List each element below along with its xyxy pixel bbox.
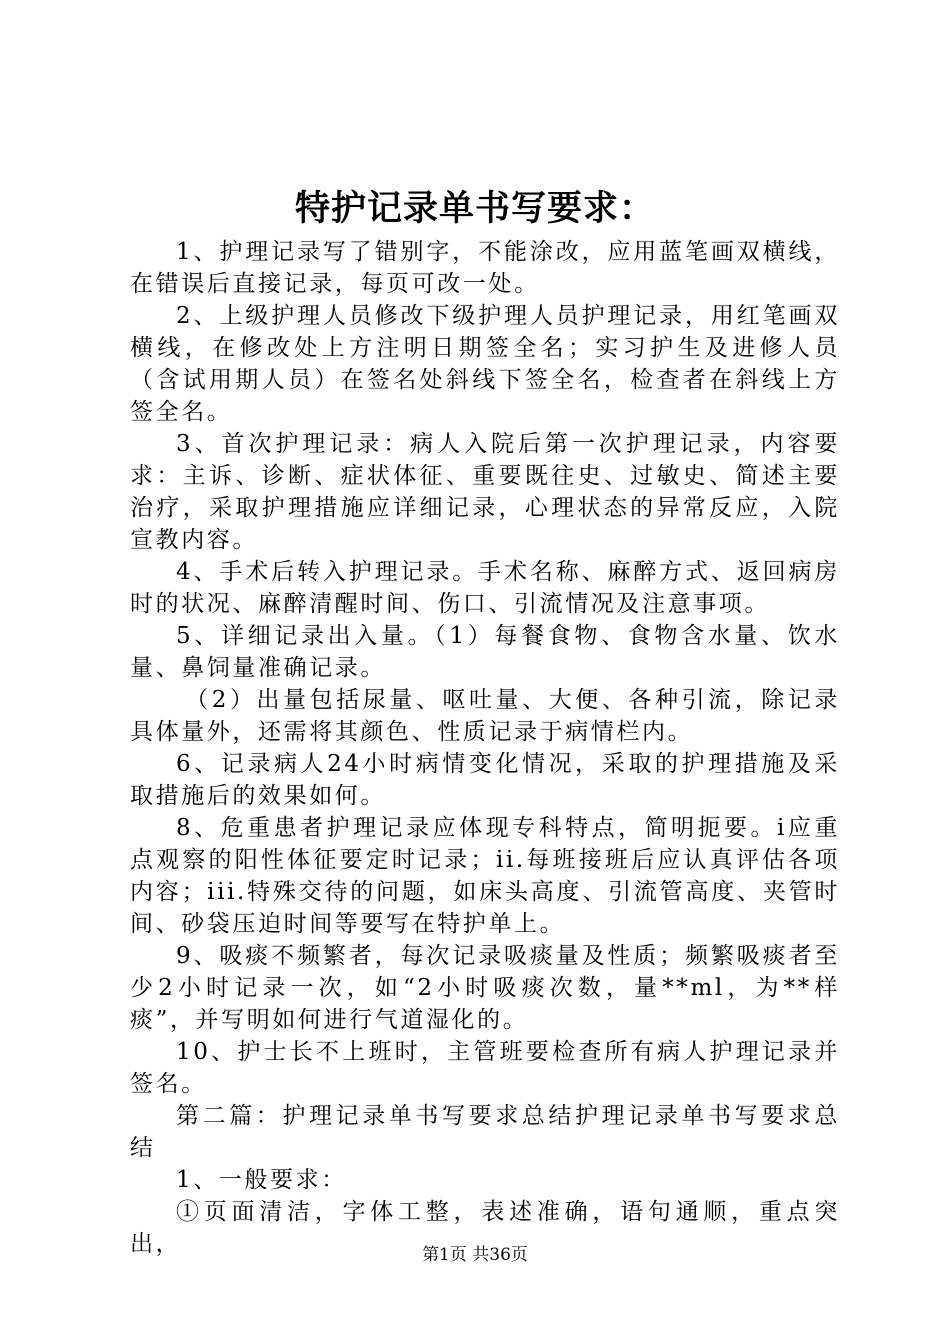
paragraph-6: 6、记录病人24小时病情变化情况，采取的护理措施及采取措施后的效果如何。 [130,751,840,809]
paragraph-2: 2、上级护理人员修改下级护理人员护理记录，用红笔画双横线，在修改处上方注明日期签全名；实习护生及进修人员（含试用期人员）在签名处斜线下签全名，检查者在斜线上方签全名。 [130,303,840,425]
paragraph-3: 3、首次护理记录：病人入院后第一次护理记录，内容要求：主诉、诊断、症状体征、重要既往史、过敏史、简述主要治疗，采取护理措施应详细记录，心理状态的异常反应，入院宣教内容。 [130,431,840,553]
paragraph-5-sub: （2）出量包括尿量、呕吐量、大便、各种引流，除记录具体量外，还需将其颜色、性质记录于病情栏内。 [130,687,840,745]
paragraph-9: 9、吸痰不频繁者，每次记录吸痰量及性质；频繁吸痰者至少2小时记录一次，如“2小时吸痰次数，量**ml，为**样痰”，并写明如何进行气道湿化的。 [130,943,840,1033]
paragraph-5: 5、详细记录出入量。（1）每餐食物、食物含水量、饮水量、鼻饲量准确记录。 [130,623,840,681]
paragraph-4: 4、手术后转入护理记录。手术名称、麻醉方式、返回病房时的状况、麻醉清醒时间、伤口、引流情况及注意事项。 [130,559,840,617]
paragraph-requirement-1: ①页面清洁，字体工整，表述准确，语句通顺，重点突出， [130,1199,840,1257]
page-number-footer: 第1页 共36页 [422,1245,528,1265]
paragraph-1: 1、护理记录写了错别字，不能涂改，应用蓝笔画双横线，在错误后直接记录，每页可改一处。 [130,239,840,297]
paragraph-10: 10、护士长不上班时，主管班要检查所有病人护理记录并签名。 [130,1039,840,1097]
document-title: 特护记录单书写要求： [294,188,655,229]
section-heading-part-two: 第二篇：护理记录单书写要求总结护理记录单书写要求总结 [130,1103,840,1161]
paragraph-8: 8、危重患者护理记录应体现专科特点，简明扼要。i应重点观察的阳性体征要定时记录；ii.每班接班后应认真评估各项内容；iii.特殊交待的问题，如床头高度、引流管高度、夹管时间、砂袋压迫时间等要写在特护单上。 [130,815,840,937]
document-body [130,236,840,1260]
subheading-general-requirements: 1、一般要求： [176,1167,347,1193]
